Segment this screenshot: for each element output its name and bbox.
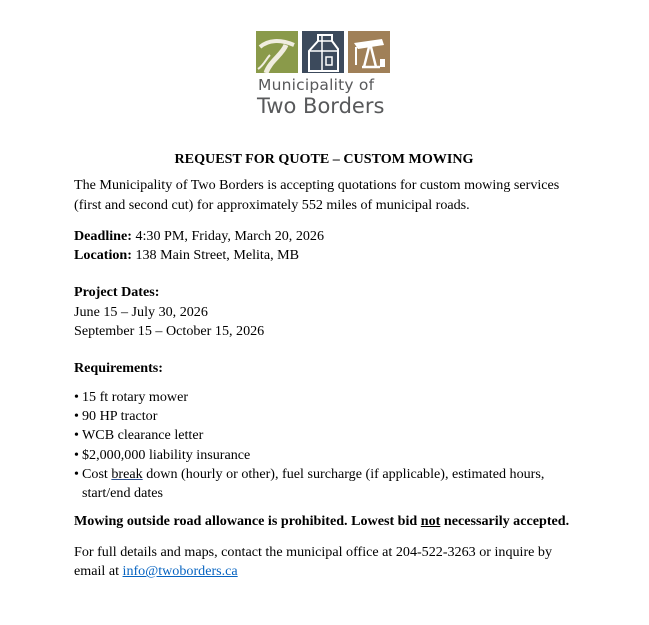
deadline-value: 4:30 PM, Friday, March 20, 2026 bbox=[131, 227, 325, 244]
pumpjack-icon bbox=[348, 31, 390, 73]
project-date-2: September 15 – October 15, 2026 bbox=[74, 323, 265, 340]
bullet-icon: • bbox=[74, 388, 79, 405]
bullet-icon: • bbox=[74, 407, 79, 424]
requirement-item: • Cost break down (hourly or other), fuel surcharge (if applicable), estimated hours, start/end dates bbox=[74, 465, 574, 504]
bullet-icon: • bbox=[74, 465, 79, 482]
grain-elevator-icon bbox=[302, 31, 344, 73]
deadline-line bbox=[74, 227, 574, 246]
requirement-item: • $2,000,000 liability insurance bbox=[74, 446, 574, 465]
rfq-notice bbox=[74, 150, 574, 581]
contact-paragraph: For full details and maps, contact the municipal office at 204-522-3263 or inquire by email at info@twoborders.ca bbox=[74, 543, 553, 580]
warning-text: Mowing outside road allowance is prohibited. Lowest bid not necessarily accepted. bbox=[74, 513, 570, 530]
logo-line-2: Two Borders bbox=[257, 94, 385, 118]
location-value: 138 Main Street, Melita, MB bbox=[131, 247, 300, 264]
location-line bbox=[74, 246, 574, 265]
requirements-label: Requirements: bbox=[74, 360, 163, 377]
requirement-item: • 90 HP tractor bbox=[74, 407, 574, 426]
notice-title: REQUEST FOR QUOTE – CUSTOM MOWING bbox=[174, 151, 474, 167]
logo-line-1: Municipality of bbox=[258, 76, 375, 94]
road-landscape-icon bbox=[256, 31, 298, 73]
requirement-item: • WCB clearance letter bbox=[74, 426, 574, 445]
requirement-item: • 15 ft rotary mower bbox=[74, 388, 574, 407]
bullet-icon: • bbox=[74, 427, 79, 444]
location-label: Location: bbox=[74, 247, 132, 264]
email-link[interactable]: info@twoborders.ca bbox=[122, 563, 238, 580]
deadline-label: Deadline: bbox=[74, 227, 132, 244]
project-date-1: June 15 – July 30, 2026 bbox=[74, 303, 208, 320]
project-dates-label: Project Dates: bbox=[74, 284, 160, 301]
intro-paragraph: The Municipality of Two Borders is accepting quotations for custom mowing services (first and second cut) for approximately 552 miles of municipal roads. bbox=[74, 177, 560, 213]
municipality-logo bbox=[256, 31, 396, 118]
bullet-icon: • bbox=[74, 446, 79, 463]
logo-tiles bbox=[256, 31, 396, 73]
